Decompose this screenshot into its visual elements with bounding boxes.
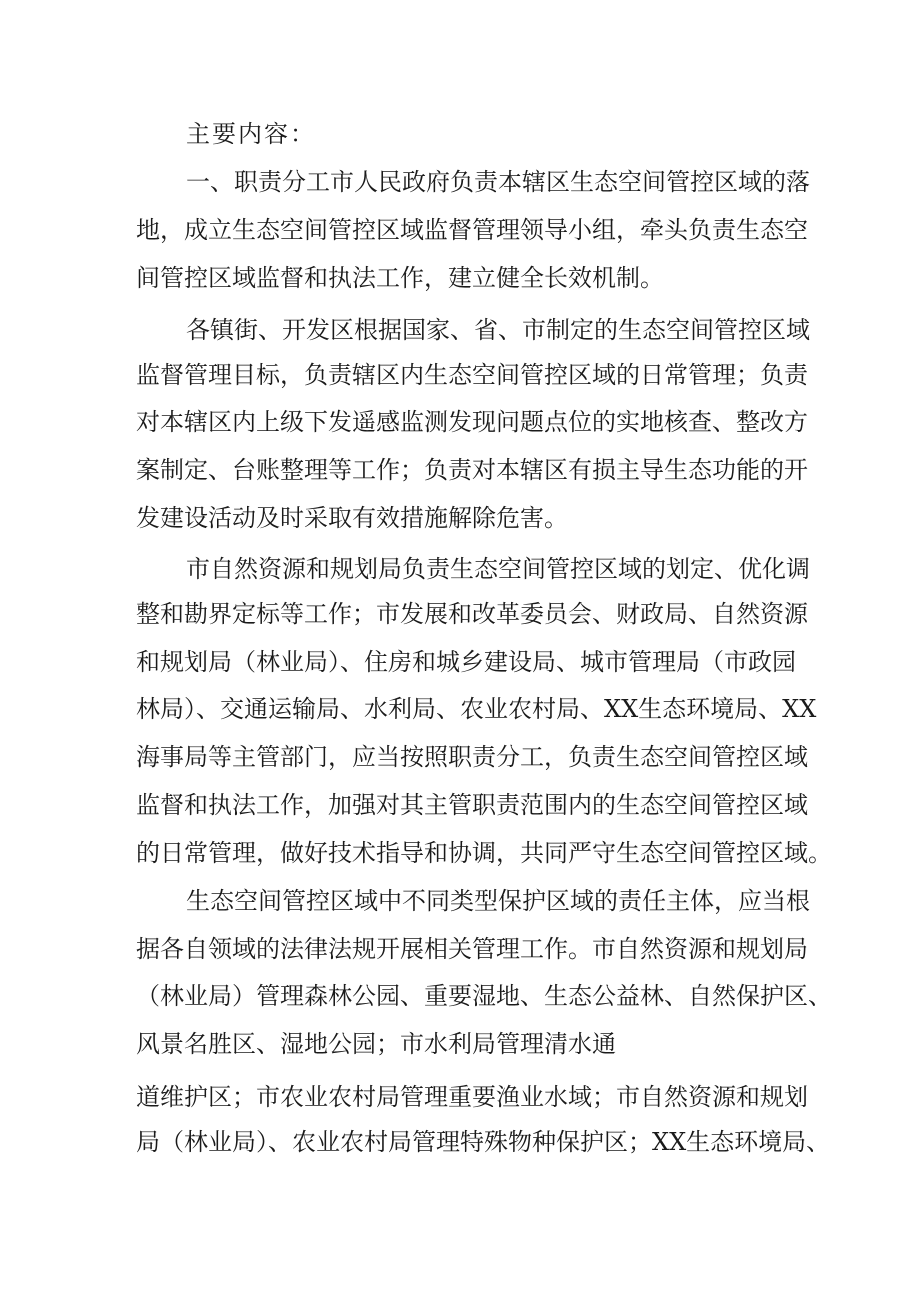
- paragraph-line: 市自然资源和规划局负责生态空间管控区域的划定、优化调: [186, 555, 810, 583]
- paragraph-line: 一、职责分工市人民政府负责本辖区生态空间管控区域的落: [186, 168, 810, 196]
- paragraph-line: 道维护区；市农业农村局管理重要渔业水域；市自然资源和规划: [136, 1083, 808, 1111]
- paragraph-line: 地，成立生态空间管控区域监督管理领导小组，牵头负责生态空: [136, 216, 808, 244]
- paragraph-line: 林局）、交通运输局、水利局、农业农村局、XX生态环境局、XX: [136, 695, 817, 723]
- paragraph-line: 监督和执法工作，加强对其主管职责范围内的生态空间管控区域: [136, 791, 808, 819]
- paragraph-line: 据各自领域的法律法规开展相关管理工作。市自然资源和规划局: [136, 935, 808, 963]
- paragraph-line: 案制定、台账整理等工作；负责对本辖区有损主导生态功能的开: [136, 456, 808, 484]
- paragraph-line: 监督管理目标，负责辖区内生态空间管控区域的日常管理；负责: [136, 361, 808, 389]
- paragraph-line: 风景名胜区、湿地公园；市水利局管理清水通: [136, 1030, 616, 1058]
- paragraph-line: 和规划局（林业局）、住房和城乡建设局、城市管理局（市政园: [136, 648, 796, 676]
- paragraph-line: 局（林业局）、农业农村局管理特殊物种保护区；XX生态环境局、: [136, 1128, 831, 1156]
- paragraph-line: 整和勘界定标等工作；市发展和改革委员会、财政局、自然资源: [136, 600, 808, 628]
- paragraph-line: （林业局）管理森林公园、重要湿地、生态公益林、自然保护区、: [136, 982, 832, 1010]
- paragraph-line: 间管控区域监督和执法工作，建立健全长效机制。: [136, 264, 664, 292]
- paragraph-line: 发建设活动及时采取有效措施解除危害。: [136, 504, 568, 532]
- paragraph-line: 的日常管理，做好技术指导和协调，共同严守生态空间管控区域。: [136, 839, 832, 867]
- paragraph-line: 各镇街、开发区根据国家、省、市制定的生态空间管控区域: [186, 316, 810, 344]
- paragraph-line: 海事局等主管部门，应当按照职责分工，负责生态空间管控区域: [136, 743, 808, 771]
- section-heading: 主要内容：: [186, 120, 316, 148]
- paragraph-line: 对本辖区内上级下发遥感监测发现问题点位的实地核查、整改方: [136, 408, 808, 436]
- paragraph-line: 生态空间管控区域中不同类型保护区域的责任主体，应当根: [186, 887, 810, 915]
